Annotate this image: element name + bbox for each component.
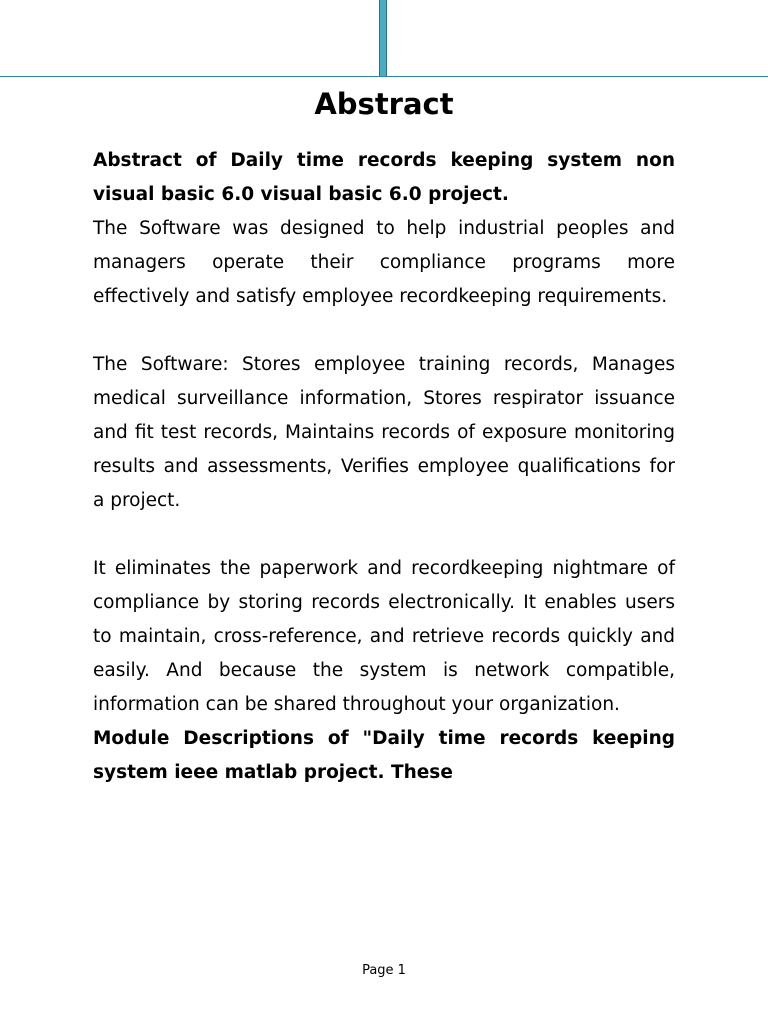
- header-accent-bar: [379, 0, 387, 76]
- abstract-heading-paragraph: Abstract of Daily time records keeping system non visual basic 6.0 visual basic 6.0 project.: [93, 150, 675, 205]
- page-title: Abstract: [314, 87, 454, 121]
- paragraph-software-features: The Software: Stores employee training records, Manages medical surveillance information, Stores respirator issuance and fit test records, Maintains records of exposure monitoring results and assessments, Verifies employee qualifications for a project.: [93, 354, 675, 511]
- document-body: [93, 144, 675, 790]
- paragraph-software-purpose: The Software was designed to help industrial peoples and managers operate their compliance programs more effectively and satisfy employee recordkeeping requirements.: [93, 218, 675, 307]
- module-descriptions-paragraph: Module Descriptions of "Daily time records keeping system ieee matlab project. These: [93, 728, 675, 783]
- paragraph-eliminates-paperwork: It eliminates the paperwork and recordkeeping nightmare of compliance by storing records electronically. It enables users to maintain, cross-reference, and retrieve records quickly and easily. And because the system is network compatible, information can be shared throughout your organization.: [93, 558, 675, 715]
- header-rule: [0, 76, 768, 77]
- page-number: Page 1: [362, 963, 406, 978]
